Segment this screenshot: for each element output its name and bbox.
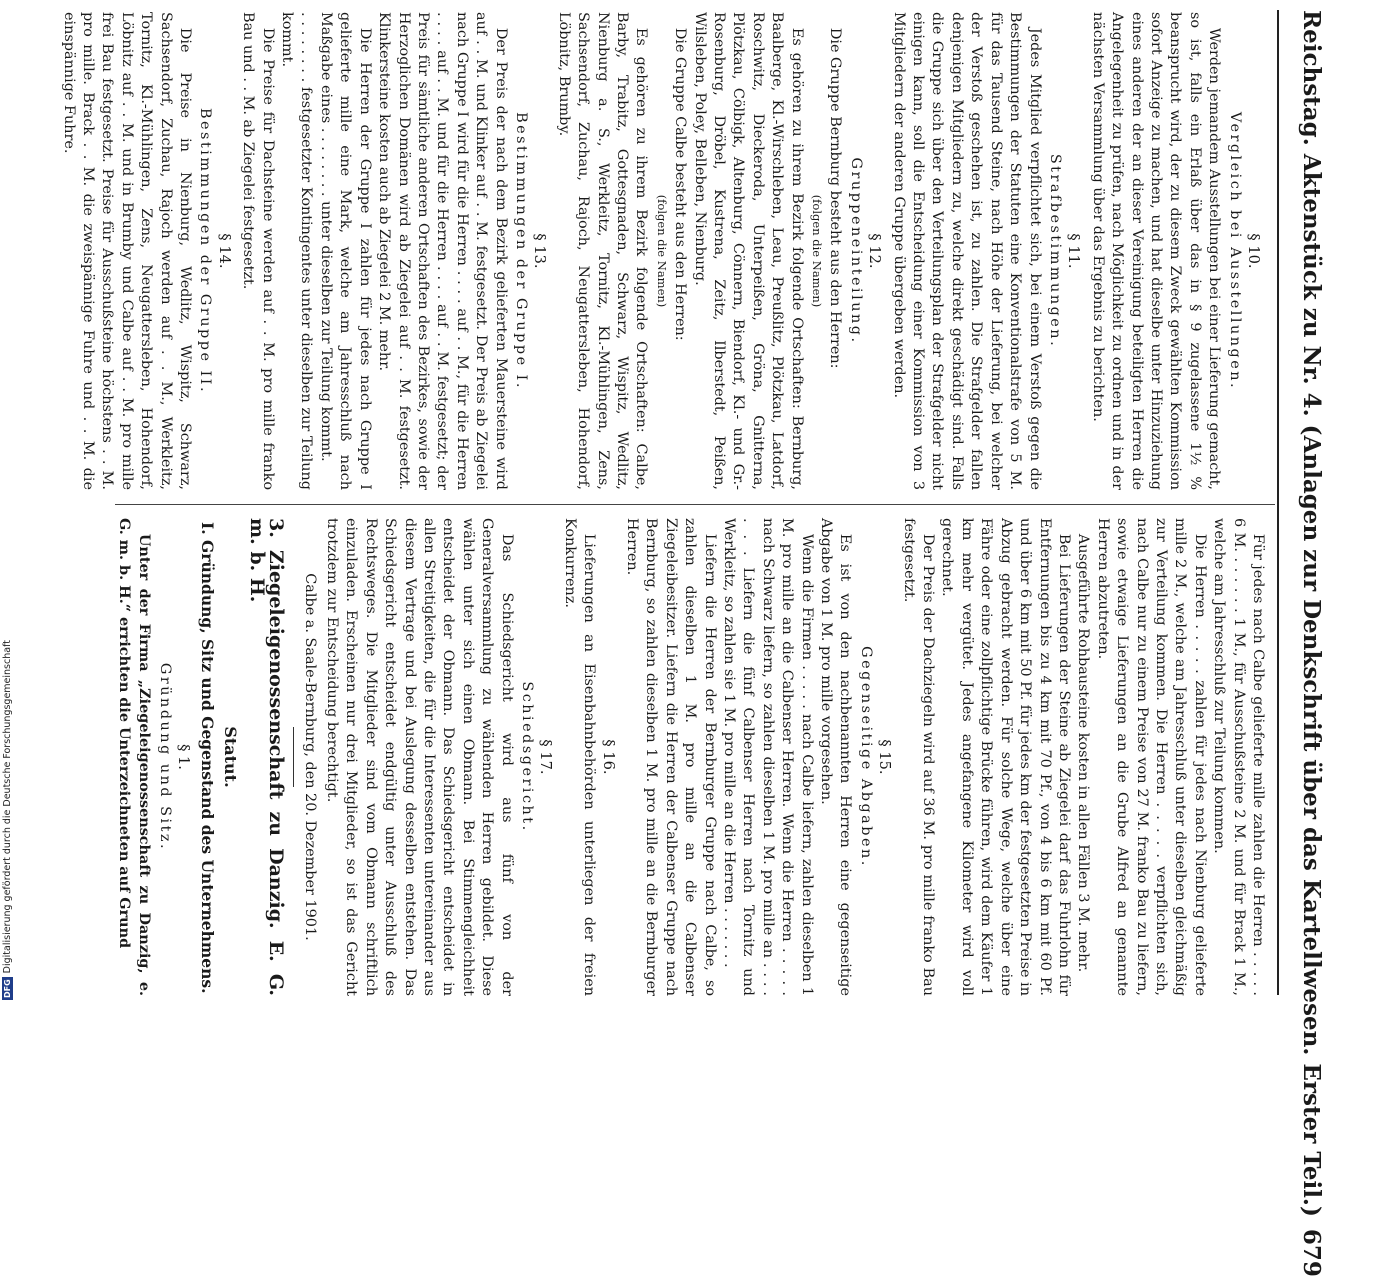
right-column (115, 518, 1267, 996)
section-title: Gegenseitige Abgaben. (857, 646, 874, 868)
paragraph: Der Preis der Dachziegeln wird auf 36 M. pro mille franko Bau festgesetzt. (900, 518, 937, 996)
paragraph: Für jedes nach Calbe gelieferte mille zahlen die Herren . . . . . 6 M. . . . . . . 1 M., für Ausschußsteine 2 M. und für Brack 1 M., welche am Jahresschluß zur Teilung kommen. (1211, 518, 1266, 996)
paragraph: Die Herren . . . . . zahlen für jedes nach Nienburg gelieferte mille 2 M., welche am Jahresschluß unter dieselben gleichmäßig zur Verteilung kommen. Die Herren . . . . . verpflichten sich, nach Calbe nur zu einem Preise von 27 M. franko Bau zu liefern, sowie etwaige Lieferungen an die Grube Alfred an genannte Herren abzutreten. (1094, 518, 1208, 996)
section-number: § 12. (866, 233, 884, 269)
place-date-signoff: Calbe a. Saale-Bernburg, den 20. Dezember 1901. (302, 573, 319, 941)
column-divider (115, 504, 1275, 505)
divider (293, 727, 294, 787)
paragraph: . . . . . . . . festgesetzter Kontingentes unter dieselben zur Teilung kommt. (279, 12, 315, 490)
section-title: Schiedsgericht. (518, 681, 535, 833)
paragraph: Werden jemandem Ausstellungen bei einer Lieferung gemacht, so ist, falls ein Erlaß über das in § 9 zugelassene 1½ % beansprucht wird, der zu diesem Zweck gewählten Kommission sofort Anzeige zu machen, und hat dieselbe unter Hinzuziehung eines anderen der an dieser Vereinigung beteiligten Herren die Angelegenheit zu prüfen, nach Möglichkeit zu ordnen und in der nächsten Versammlung über das Ergebnis zu berichten. (1089, 12, 1223, 490)
paragraph: Der Preis der nach dem Bezirk gelieferten Mauersteine wird auf . . M. und Klinker auf . . M. festgesetzt. Der Preis ab Ziegelei nach Gruppe I wird für die Herren . . . . auf . . M., für die Herren . . . . auf . . M. und für die Herren . . . . auf . . M. festgesetzt; der Preis für sämtliche anderen Ortschaften des Bezirkes, sowie der Herzoglichen Domänen wird ab Ziegelei auf . . M. festgesetzt. Klinkersteine kosten auch ab Ziegelei 2 M. mehr. (376, 12, 509, 490)
section-number: § 10. (1245, 233, 1262, 269)
paragraph: Unter der Firma „Ziegeleigenossenschaft zu Danzig, e. G. m. b. H.“ errichten die Unterzeichneten auf Grund (116, 518, 153, 996)
paragraph: Liefern die Herren der Bernburger Gruppe nach Calbe, so zahlen dieselben 1 M. pro mille an die Calbenser Ziegeleibesitzer. Liefern die Herren der Calbenser Gruppe nach Bernburg, so zahlen dieselben 1 M. pro mille an die Bernburger Herren. (624, 518, 718, 996)
paragraph: Die Gruppe Bernburg besteht aus den Herren: (827, 27, 844, 369)
section-title: Bestimmungen der Gruppe I. (512, 112, 529, 390)
paragraph: Es gehören zu ihrem Bezirk folgende Ortschaften: Calbe, Barby, Trabitz, Gottesgnaden, Schwarz, Wispitz, Wedlitz, Nienburg a. S., Werkleitz, Tornitz, Kl.-Mühlingen, Zens, Sachsendorf, Zuchau, Rajoch, Neugattersleben, Hohendorf, Löbnitz, Brumby. (555, 12, 650, 490)
paragraph: Das Schiedsgericht wird aus fünf von der Generalversammlung zu wählenden Herren gebildet. Diese wählen unter sich einen Obmann. Bei Stimmengleichheit entscheidet der Obmann. Das Schiedsgericht entscheidet in allen Streitigkeiten, die für die Interessenten untereinander aus diesem Vertrage und bei Auslegung desselben entstehen. Das Schiedsgericht entscheidet endgültig unter Ausschluß des Rechtsweges. Die Mitglieder sind vom Obmann schriftlich einzuladen. Erscheinen nur drei Mitglieder, so ist das Gericht trotzdem zur Entscheidung berechtigt. (323, 518, 515, 996)
statute-heading: Statut. (221, 726, 241, 788)
part-heading: I. Gründung, Sitz und Gegenstand des Unternehmens. (197, 522, 217, 994)
paragraph: Bei Lieferungen der Steine ab Ziegelei darf das Fuhrlohn für Entfernungen bis zu 4 km mit 70 Pf., von 4 bis 6 km mit 60 Pf. und über 6 km mit 50 Pf. für jedes km der festgesetzten Preise in Abzug gebracht werden. Für solche Wege, welche über eine Fähre oder eine zollpflichtige Brücke führen, wird dem Käufer 1 km mehr vergütet. Jedes angefangene Kilometer wird voll gerechnet. (939, 518, 1072, 996)
names-note: (folgen die Namen) (810, 194, 825, 308)
section-number: § 16. (599, 739, 617, 775)
credit-text: Digitalisierung gefördert durch die Deutsche Forschungsgemeinschaft (1, 640, 13, 974)
left-column (58, 12, 1267, 490)
section-number: § 17. (537, 739, 555, 775)
section-number: § 11. (1065, 233, 1083, 269)
document-heading: 3. Ziegeleigenossenschaft zu Danzig. E. G. m. b. H. (245, 518, 288, 996)
header-title: Reichstag. Aktenstück zu Nr. 4. (Anlagen zur Denkschrift über das Kartellwesen. Erster Teil.) (1298, 10, 1325, 1217)
running-header (1283, 10, 1325, 1277)
paragraph: Lieferungen an Eisenbahnbehörden unterliegen der freien Konkurrenz. (561, 518, 598, 996)
paragraph: Jedes Mitglied verpflichtet sich, bei einem Verstoß gegen die Bestimmungen der Statuten eine Konventionalstrafe von 5 M. für das Tausend Steine, nach Höhe der Lieferung, bei welcher der Verstoß geschehen ist, zu zahlen. Die Strafgelder fallen denjenigen Mitgliedern zu, welche direkt geschädigt sind. Falls die Gruppe sich über den Verteilungsplan der Strafgelder nicht einigen kann, soll die Entscheidung einer Kommission von 3 Mitgliedern der anderen Gruppe übergeben werden. (890, 12, 1043, 490)
paragraph: Die Gruppe Calbe besteht aus den Herren: (672, 27, 689, 341)
digitization-credit (0, 0, 14, 1000)
section-number: § 14. (215, 233, 233, 269)
paragraph: Ausgeführte Rohbausteine kosten in allen Fällen 3 M. mehr. (1075, 533, 1092, 973)
paragraph: Wenn die Firmen . . . . . nach Calbe liefern, zahlen dieselben 1 M. pro mille an die Calbenser Herren. Wenn die Herren . . . . . nach Schwarz liefern, so zahlen dieselben 1 M. pro mille an . . . . . . . Liefern die fünf Calbenser Herren nach Tornitz und Werkleitz, so zahlen sie 1 M. pro mille an die Herren . . . . . . . (721, 518, 815, 996)
names-note: (folgen die Namen) (654, 194, 669, 308)
page-number: 679 (1298, 1228, 1325, 1277)
section-number: § 15. (876, 739, 894, 775)
section-title: Gründung und Sitz. (157, 662, 174, 852)
section-title: Vergleich bei Ausstellungen. (1226, 111, 1243, 391)
dfg-logo: DFG (2, 979, 12, 998)
section-number: § 13. (531, 233, 549, 269)
header-rule (1277, 10, 1279, 995)
paragraph: Die Preise für Dachsteine werden auf . . M. pro mille franko Bau und . . M. ab Ziegelei festgesetzt. (240, 12, 276, 490)
paragraph: Die Herren der Gruppe I zahlen für jedes nach Gruppe I gelieferte mille eine Mark, welche am Jahresschluß nach Maßgabe eines . . . . . . . . unter dieselben zur Teilung kommt. (317, 12, 373, 490)
section-title: Bestimmungen der Gruppe II. (197, 107, 214, 395)
paragraph: Es ist von den nachbenannten Herren eine gegenseitige Abgabe von 1 M. pro mille vorgesehen. (818, 518, 854, 996)
paragraph: Es gehören zu ihrem Bezirk folgende Ortschaften: Bernburg, Baalberge, Kl.-Wirschleben, Leau, Preußlitz, Plötzkau, Latdorf, Roschwitz, Dieckeroda, Unterpeißen, Gröna, Gnitterna, Plötzkau, Cölbigk, Altenburg, Cönnern, Biendorf, Kl.- und Gr.-Rosenburg, Dröbel, Kustrena, Zeitz, Ilberstedt, Peißen, Wilsleben, Poley, Belleben, Nienburg. (691, 12, 805, 490)
section-title: Strafbestimmungen. (1046, 153, 1063, 349)
paragraph: Die Preise in Nienburg, Wedlitz, Wispitz, Schwarz, Sachsendorf, Zuchau, Rajoch werden auf . . M., Werkleitz, Tornitz, Kl.-Mühlingen, Zens, Neugattersleben, Hohendorf, Löbnitz auf . . M. und in Brumby und Calbe auf . . M. pro mille frei Bau festgesetzt. Preise für Ausschußsteine höchstens . . M. pro mille. Brack . . M. die zweispännige Fuhre und . . M. die einspännige Fuhre. (60, 12, 194, 490)
section-number: § 1. (175, 744, 193, 770)
rotated-page (41, 0, 1331, 1277)
section-title: Gruppeneinteilung. (847, 157, 864, 345)
